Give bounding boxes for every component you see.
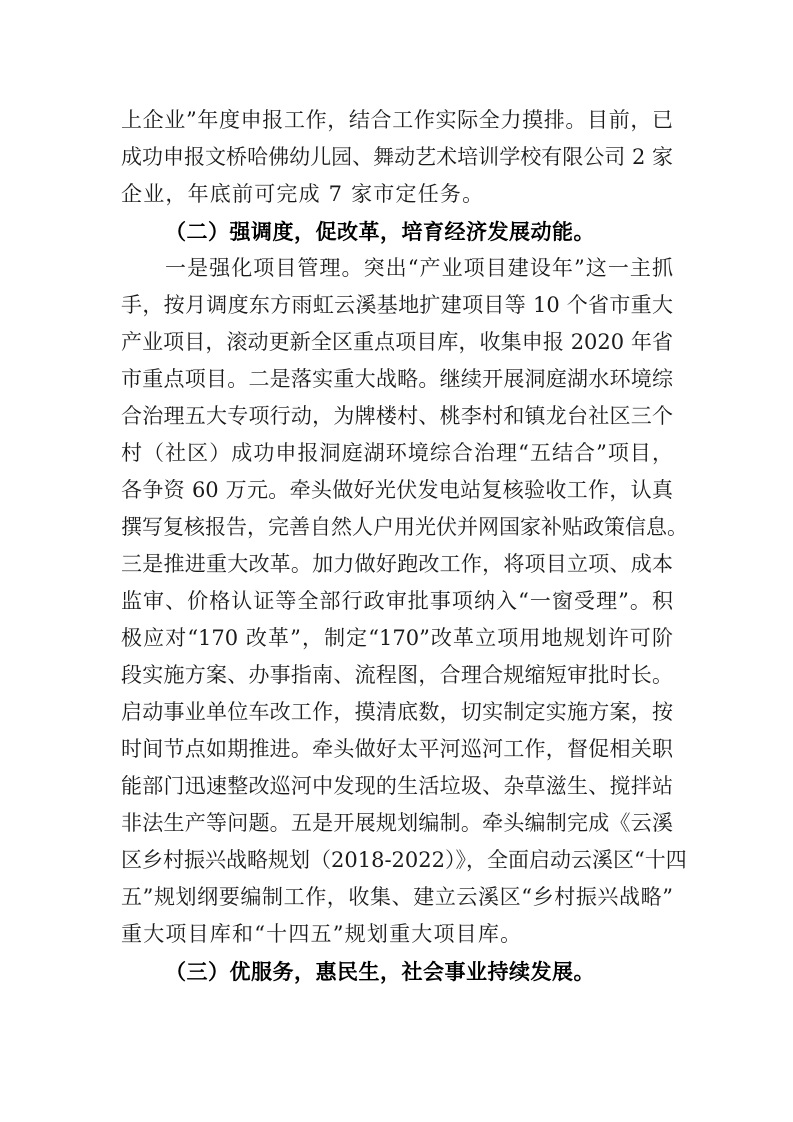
paragraph-line: 三是推进重大改革。加力做好跑改工作，将项目立项、成本: [121, 552, 673, 576]
paragraph-line: 五”规划纲要编制工作，收集、建立云溪区“乡村振兴战略”: [121, 885, 673, 909]
section-heading-3: （三）优服务，惠民生，社会事业持续发展。: [165, 959, 595, 984]
paragraph-line: 市重点项目。二是落实重大战略。继续开展洞庭湖水环境综: [121, 367, 673, 391]
paragraph-line: 撰写复核报告，完善自然人户用光伏并网国家补贴政策信息。: [121, 515, 688, 539]
paragraph-line: 产业项目，滚动更新全区重点项目库，收集申报 2020 年省: [121, 330, 673, 354]
paragraph-line: 能部门迅速整改巡河中发现的生活垃圾、杂草滋生、搅拌站: [121, 774, 673, 798]
paragraph-line: 合治理五大专项行动，为牌楼村、桃李村和镇龙台社区三个: [121, 404, 673, 428]
paragraph-line: 上企业”年度申报工作，结合工作实际全力摸排。目前，已: [121, 108, 673, 132]
paragraph-line: 重大项目库和“十四五”规划重大项目库。: [121, 922, 523, 946]
paragraph-line: 村（社区）成功申报洞庭湖环境综合治理“五结合”项目，: [121, 441, 673, 465]
paragraph-line: 启动事业单位车改工作，摸清底数，切实制定实施方案，按: [121, 700, 673, 724]
paragraph-line: 段实施方案、办事指南、流程图，合理合规缩短审批时长。: [121, 663, 673, 687]
paragraph-line: 极应对“170 改革”，制定“170”改革立项用地规划许可阶: [121, 626, 673, 650]
paragraph-line: 各争资 60 万元。牵头做好光伏发电站复核验收工作，认真: [121, 478, 673, 502]
paragraph-line: 一是强化项目管理。突出“产业项目建设年”这一主抓: [165, 256, 673, 280]
paragraph-line: 手，按月调度东方雨虹云溪基地扩建项目等 10 个省市重大: [121, 293, 673, 317]
paragraph-line: 区乡村振兴战略规划（2018-2022）》，全面启动云溪区“十四: [121, 848, 687, 872]
document-page: [121, 102, 688, 990]
paragraph-line: 监审、价格认证等全部行政审批事项纳入“一窗受理”。积: [121, 589, 673, 613]
paragraph-line: 成功申报文桥哈佛幼儿园、舞动艺术培训学校有限公司 2 家: [121, 145, 673, 169]
section-heading-2: （二）强调度，促改革，培育经济发展动能。: [165, 219, 595, 244]
paragraph-line: 企业，年底前可完成 7 家市定任务。: [121, 182, 485, 206]
paragraph-line: 非法生产等问题。五是开展规划编制。牵头编制完成《云溪: [121, 811, 673, 835]
paragraph-line: 时间节点如期推进。牵头做好太平河巡河工作，督促相关职: [121, 737, 673, 761]
